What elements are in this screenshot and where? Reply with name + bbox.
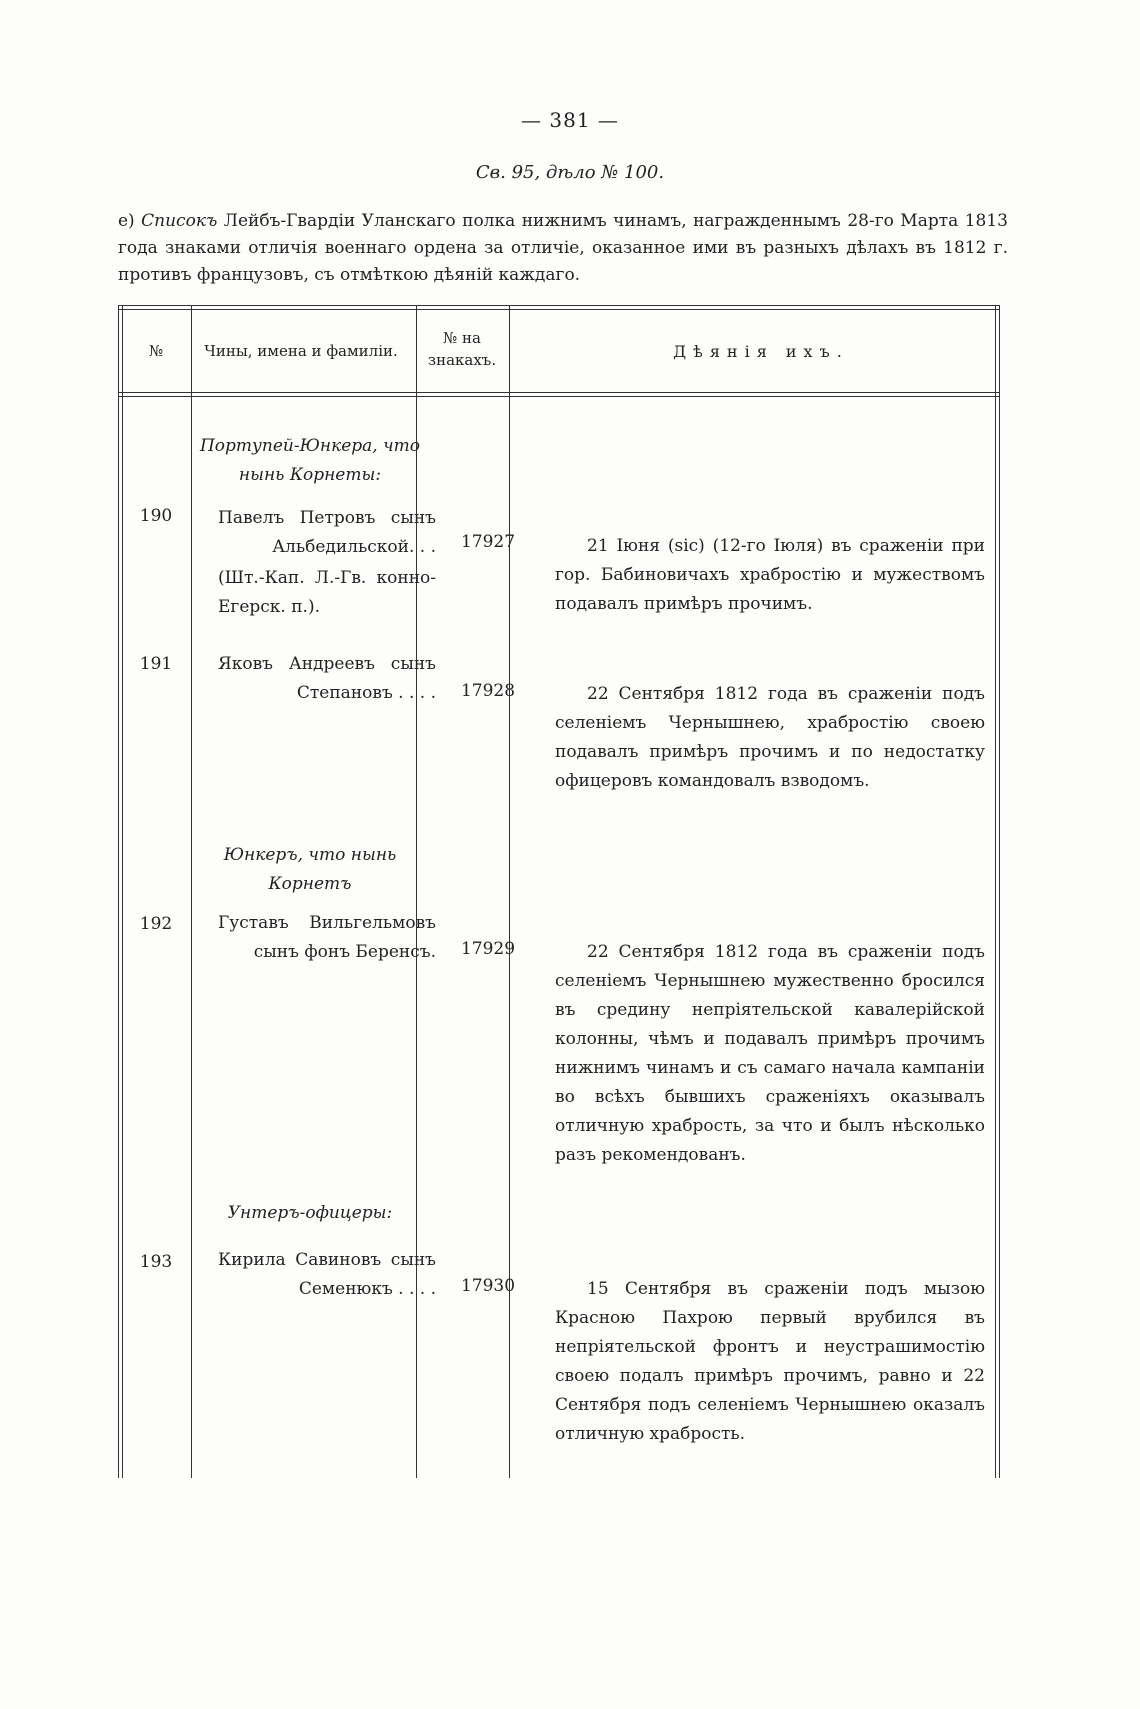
row-number: 190: [139, 506, 173, 526]
name-line: сынъ фонъ Беренсъ.: [253, 942, 436, 962]
row-badge: 17927: [460, 532, 516, 552]
header-deeds: Дѣянія ихъ.: [673, 342, 849, 361]
intro-paragraph: [118, 208, 1008, 289]
row-deed: 15 Сентября въ сраженіи подъ мызою Красною Пахрою первый врубился въ непріятельской фронтъ и неустрашимостію своею подалъ примѣръ прочимъ, равно и 22 Сентября подъ селеніемъ Чернышнею оказалъ отличную храбрость.: [555, 1279, 985, 1444]
row-number: 193: [139, 1252, 173, 1272]
header-badge-line2: знакахъ.: [427, 351, 497, 369]
rank-heading: [196, 841, 424, 899]
archive-reference: Св. 95, дѣло № 100.: [475, 162, 665, 183]
page-number: — 381 —: [521, 108, 619, 132]
row-badge: 17930: [460, 1276, 516, 1296]
name-line: Павелъ Петровъ сынъ: [218, 508, 436, 528]
header-badge-line1: № на: [443, 329, 481, 347]
name-line: Степановъ . . . .: [296, 683, 436, 703]
header-number: №: [148, 342, 164, 360]
intro-title: Списокъ: [141, 211, 218, 231]
name-line: Яковъ Андреевъ сынъ: [218, 654, 436, 674]
row-name: [218, 504, 436, 562]
intro-text: Лейбъ-Гвардіи Уланскаго полка нижнимъ чинамъ, награжденнымъ 28-го Марта 1813 года знаками отличія военнаго ордена за отличіе, оказанное ими въ разныхъ дѣлахъ въ 1812 г. противъ французовъ, съ отмѣткою дѣяній каждаго.: [118, 211, 1008, 285]
header-names: Чины, имена и фамиліи.: [204, 342, 398, 360]
rank-line: нынь Корнеты:: [238, 465, 382, 485]
rank-line: Корнетъ: [268, 874, 352, 894]
rank-line: Унтеръ-офицеры:: [227, 1203, 393, 1223]
rank-line: Юнкеръ, что нынь: [223, 845, 397, 865]
rank-line: Портупей-Юнкера, что: [199, 436, 421, 456]
name-line: Кирила Савиновъ сынъ: [218, 1250, 436, 1270]
row-deed: 22 Сентября 1812 года въ сраженіи подъ селеніемъ Чернышнею, храбростію своею подавалъ примѣръ прочимъ и по недостатку офицеровъ командовалъ взводомъ.: [555, 684, 985, 791]
rank-heading: [196, 1199, 424, 1228]
row-badge: 17928: [460, 681, 516, 701]
row-note: (Шт.-Кап. Л.-Гв. конно-Егерск. п.).: [218, 568, 436, 617]
intro-prefix: е): [118, 211, 142, 231]
header-badge: [418, 327, 506, 371]
row-name: [218, 1246, 436, 1304]
name-line: Альбедильской. . .: [272, 537, 436, 557]
row-badge: 17929: [460, 939, 516, 959]
row-deed: 21 Іюня (sic) (12-го Іюля) въ сраженіи при гор. Бабиновичахъ храбростію и мужествомъ подавалъ примѣръ прочимъ.: [555, 536, 985, 614]
rank-heading: [196, 432, 424, 490]
name-line: Семенюкъ . . . .: [298, 1279, 436, 1299]
name-line: Густавъ Вильгельмовъ: [218, 913, 436, 933]
row-number: 191: [139, 654, 173, 674]
row-name: [218, 650, 436, 708]
row-name: [218, 909, 436, 967]
row-number: 192: [139, 914, 173, 934]
row-deed: 22 Сентября 1812 года въ сраженіи подъ селеніемъ Чернышнею мужественно бросился въ средину непріятельской кавалерійской колонны, чѣмъ и подавалъ примѣръ прочимъ нижнимъ чинамъ и съ самаго начала кампаніи во всѣхъ бывшихъ сраженіяхъ оказывалъ отличную храбрость, за что и былъ нѣсколько разъ рекомендованъ.: [555, 942, 985, 1165]
